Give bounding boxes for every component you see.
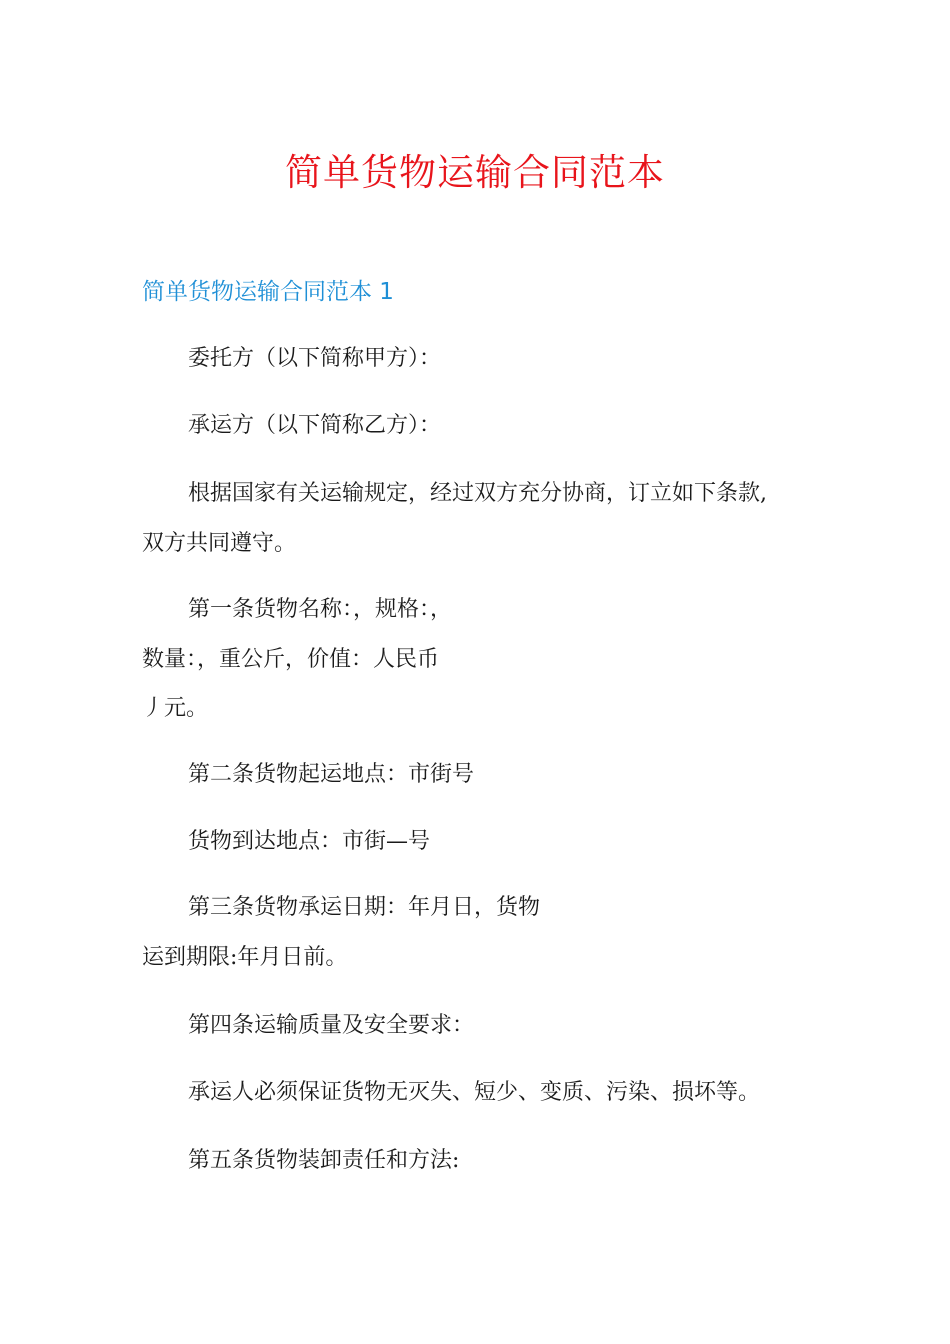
article-3-line-1: 第三条货物承运日期：年月日，货物	[188, 895, 541, 920]
article-4-line-1: 第四条运输质量及安全要求：	[188, 1013, 475, 1038]
article-1-line-1: 第一条货物名称：，规格：，	[188, 597, 453, 622]
article-1-line-3: 丿元。	[142, 696, 209, 721]
article-2-line-2: 货物到达地点：市街—号	[188, 829, 431, 854]
section-heading: 简单货物运输合同范本 1	[142, 279, 394, 305]
article-4-line-2: 承运人必须保证货物无灭失、短少、变质、污染、损坏等。	[188, 1080, 761, 1105]
article-3-line-2: 运到期限:年月日前。	[142, 945, 348, 970]
article-1-line-2: 数量：，重公斤，价值：人民币	[142, 647, 440, 672]
article-2-line-1: 第二条货物起运地点：市街号	[188, 762, 475, 787]
party-b-line: 承运方（以下简称乙方）：	[188, 413, 442, 438]
intro-paragraph-line-1: 根据国家有关运输规定，经过双方充分协商，订立如下条款,	[188, 481, 767, 506]
document-title: 简单货物运输合同范本	[285, 151, 665, 194]
intro-paragraph-line-2: 双方共同遵守。	[142, 531, 297, 556]
party-a-line: 委托方（以下简称甲方）：	[188, 346, 442, 371]
article-5-line-1: 第五条货物装卸责任和方法:	[188, 1148, 460, 1173]
